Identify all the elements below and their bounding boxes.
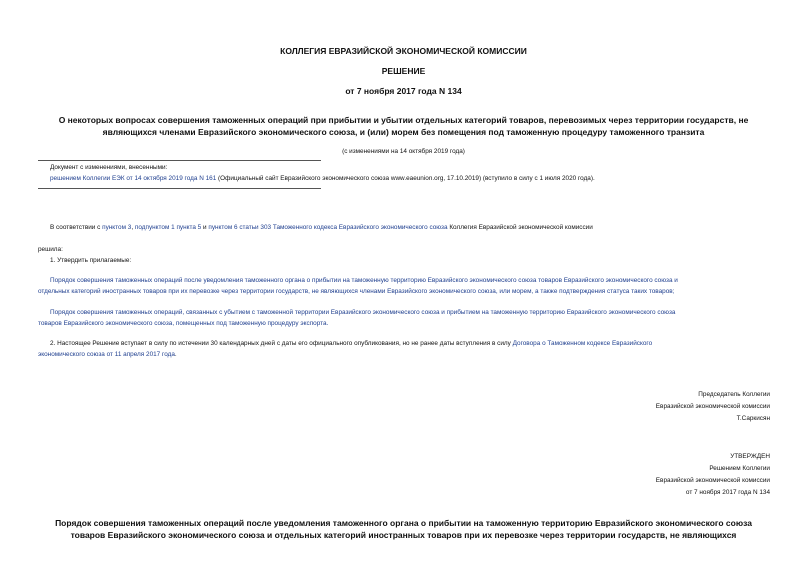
changes-box-bottom-rule (38, 188, 321, 189)
changes-note: (с изменениями на 14 октября 2019 года) (342, 148, 465, 155)
treaty-link-cont[interactable]: экономического союза от 11 апреля 2017 года (38, 351, 175, 358)
signature-name: Т.Саркисян (736, 415, 770, 422)
signature-block (656, 389, 770, 425)
changes-intro: Документ с изменениями, внесенными: (50, 164, 168, 171)
doc-date: от 7 ноября 2017 года N 134 (345, 86, 462, 96)
approved-order1-link-cont[interactable]: отдельных категорий иностранных товаров при их перевозке через территории государств, не являющихся членами Евразийского экономического союза, или морем, а также подтверждения статуса таких товаров; (38, 288, 675, 295)
link-article-point3[interactable]: пунктом 3 (102, 224, 132, 231)
item2-line2 (38, 351, 177, 358)
item2-end: . (174, 351, 177, 358)
approval-stamp: УТВЕРЖДЕН (730, 453, 770, 460)
approval-block (656, 451, 770, 499)
item1-text: 1. Утвердить прилагаемые: (50, 257, 132, 264)
changes-line (50, 175, 595, 182)
annex-title-line2: товаров Евразийского экономического союза и отдельных категорий иностранных товаров при их перевозке через территории государств, не являющихся (70, 530, 737, 540)
preamble-text: В соответствии с (50, 224, 103, 231)
amendment-details: (Официальный сайт Евразийского экономического союза www.eaeunion.org, 17.10.2019) (вступило в силу с 1 июля 2020 года). (216, 175, 595, 182)
approval-org: Евразийской экономической комиссии (655, 477, 770, 484)
item2-line1 (50, 340, 652, 347)
approval-date: от 7 ноября 2017 года N 134 (685, 489, 770, 496)
preamble-text: Коллегия Евразийской экономической комиссии (447, 224, 593, 231)
signature-org: Евразийской экономической комиссии (655, 403, 770, 410)
approved-order1-link[interactable]: Порядок совершения таможенных операций после уведомления таможенного органа о прибытии на таможенную территорию Евразийского экономического союза товаров Евразийского экономического союза и (50, 277, 678, 284)
link-customs-code[interactable]: пунктом 6 статьи 303 Таможенного кодекса Евразийского экономического союза (208, 224, 448, 231)
annex-title-line1: Порядок совершения таможенных операций после уведомления таможенного органа о прибытии на таможенную территорию Евразийского экономического союза (55, 518, 752, 528)
link-subpoint1[interactable]: подпунктом 1 пункта 5 (134, 224, 202, 231)
item2-text: 2. Настоящее Решение вступает в силу по истечении 30 календарных дней с даты его официального опубликования, но не ранее даты вступления в силу (50, 340, 513, 347)
approval-by: Решением Коллегии (709, 465, 770, 472)
signature-position: Председатель Коллегии (698, 391, 770, 398)
preamble-text: , (131, 224, 135, 231)
decided-label: решила: (38, 246, 63, 253)
org-heading: КОЛЛЕГИЯ ЕВРАЗИЙСКОЙ ЭКОНОМИЧЕСКОЙ КОМИССИИ (280, 46, 527, 56)
doc-title-line2: являющихся членами Евразийского экономического союза, и (или) морем без помещения под таможенную процедуру таможенного транзита (102, 127, 705, 137)
doc-type-heading: РЕШЕНИЕ (381, 66, 426, 76)
preamble (50, 224, 593, 231)
amendment-link[interactable]: решением Коллегии ЕЭК от 14 октября 2019 года N 161 (50, 175, 217, 182)
approved-order2-link[interactable]: Порядок совершения таможенных операций, связанных с убытием с таможенной территории Евразийского экономического союза и прибытием на таможенную территорию Евразийского экономического союза (50, 309, 676, 316)
changes-box-top-rule (38, 160, 321, 161)
approved-order2-link-cont[interactable]: товаров Евразийского экономического союза, помещенных под таможенную процедуру экспорта. (38, 320, 329, 327)
doc-title-line1: О некоторых вопросах совершения таможенных операций при прибытии и убытии отдельных категорий товаров, перевозимых через территории государств, не (58, 115, 749, 125)
treaty-link[interactable]: Договора о Таможенном кодексе Евразийского (512, 340, 653, 347)
preamble-text: и (201, 224, 209, 231)
